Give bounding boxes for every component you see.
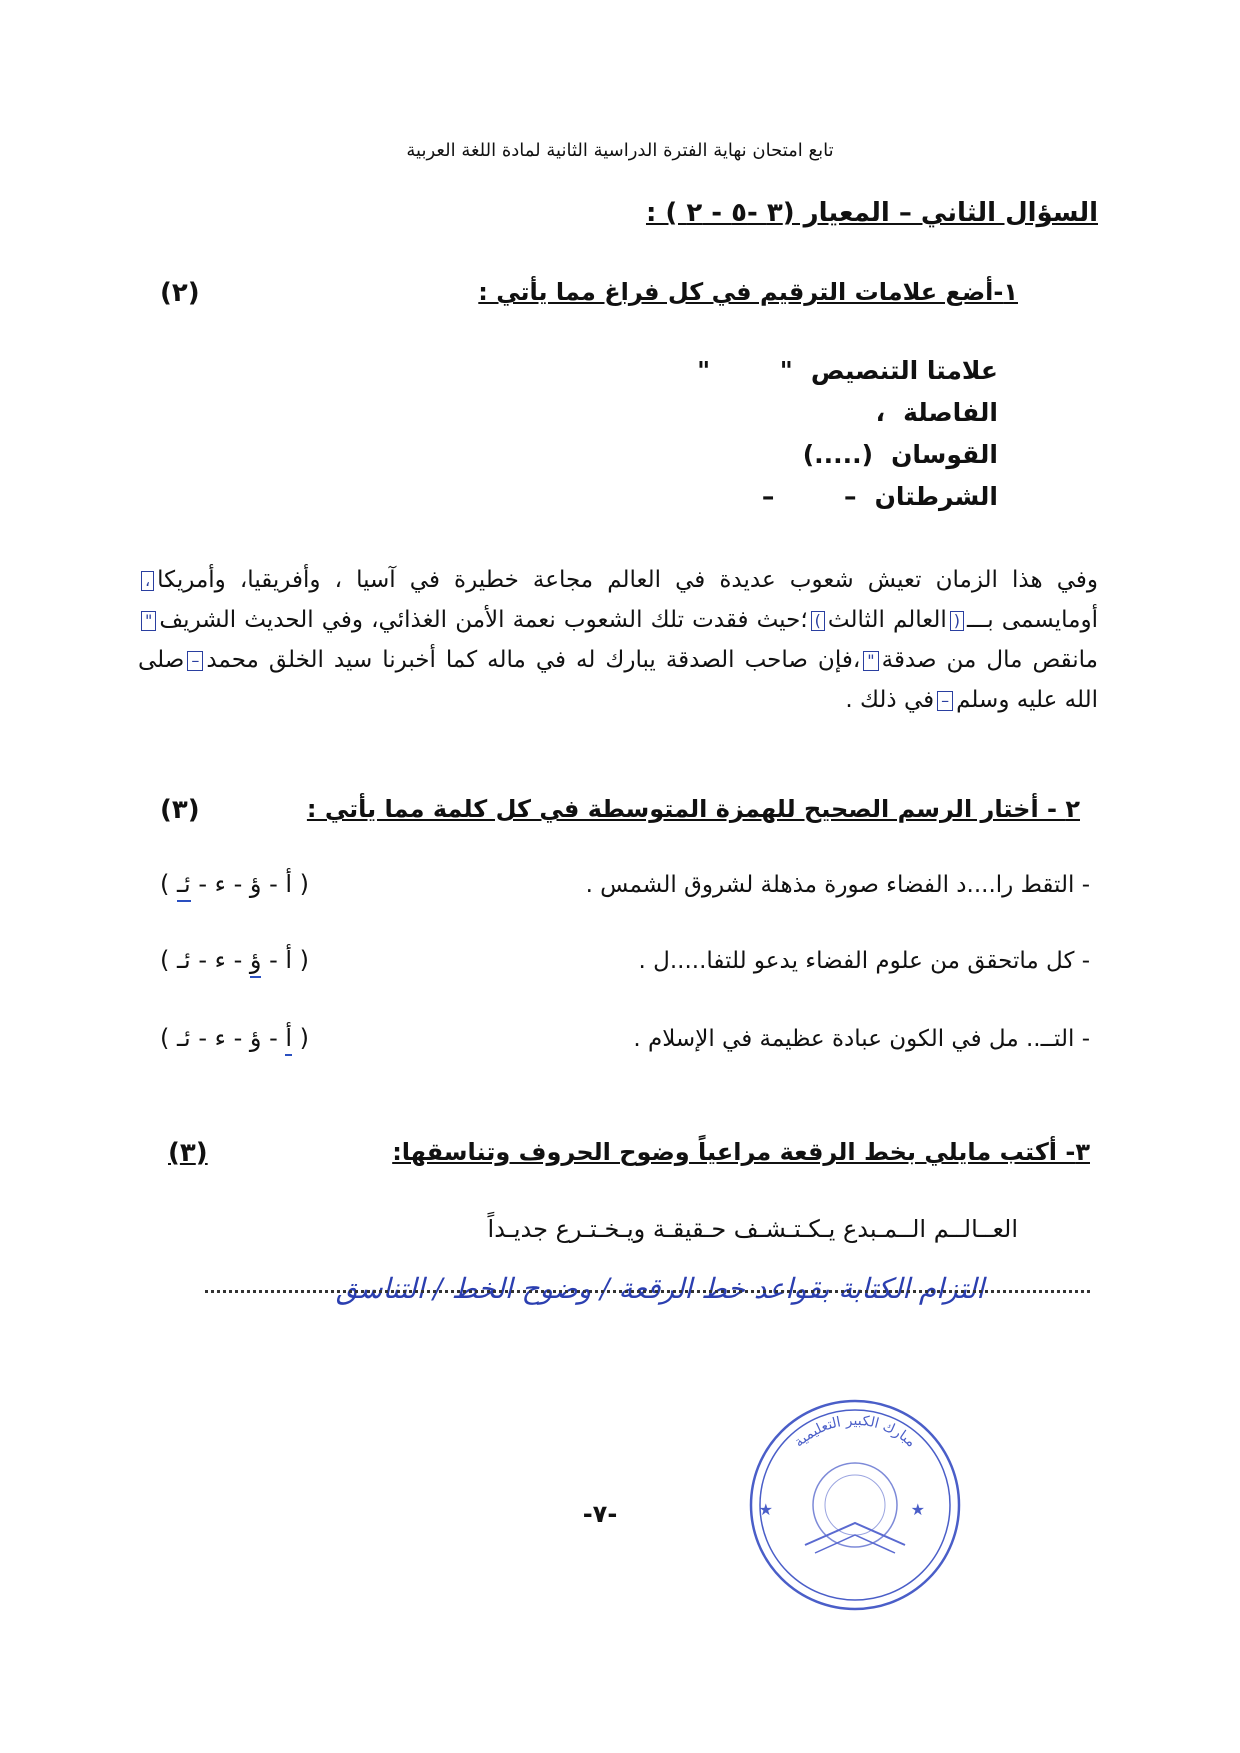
svg-text:★: ★ (910, 1500, 925, 1519)
part2-title: ٢ - أختار الرسم الصحيح للهمزة المتوسطة في كل كلمة مما يأتي : (306, 795, 1080, 823)
answer-box: ) (811, 611, 825, 631)
school-stamp (745, 1395, 965, 1615)
part1-mark: (٢) (160, 278, 200, 308)
marks-list-item: علامتا التنصيص" " (697, 356, 998, 385)
hamza-item-sentence: - التقط را....د الفضاء صورة مذهلة لشروق الشمس . (585, 872, 1090, 898)
marks-list-item: القوسان(.....) (802, 440, 998, 469)
handwritten-grading-note: التزام الكتابة بقواعد خط الرقعة / وضوح الخط / التناسق (335, 1272, 985, 1305)
punctuation-marks-list (697, 350, 998, 518)
punctuation-passage: وفي هذا الزمان تعيش شعوب عديدة في العالم مجاعة خطيرة في آسيا ، وأفريقيا، وأمريكا،أومايسمى بـــ(العالم الثالث)؛حيث فقدت تلك الشعوب نعمة الأمن الغذائي، وفي الحديث الشريف"مانقص مال من صدقة"،فإن صاحب الصدقة يبارك له في ماله كما أخبرنا سيد الخلق محمد–صلى الله عليه وسلم–في ذلك . (138, 567, 1098, 713)
model-sentence: العــالــم الــمـبدع يـكـتـشـف حـقيقـة ويـخـتـرع جديـداً (487, 1215, 1018, 1243)
answer-box: " (141, 611, 156, 631)
answer-box: – (187, 651, 203, 671)
marks-list-item: الشرطتان– – (761, 482, 998, 511)
hamza-choices: ( أ - ؤ - ء - ئـ ) (160, 1024, 309, 1052)
hamza-choices: ( أ - ؤ - ء - ئـ ) (160, 946, 309, 974)
writing-line (205, 1290, 1090, 1293)
part3-mark: (٣) (168, 1138, 208, 1168)
answer-box: " (863, 651, 878, 671)
part1-title: ١-أضع علامات الترقيم في كل فراغ مما يأتي : (478, 278, 1018, 306)
hamza-item-sentence: - التــ.. مل في الكون عبادة عظيمة في الإسلام . (633, 1026, 1090, 1052)
svg-text:★: ★ (758, 1500, 773, 1519)
hamza-choices: ( أ - ؤ - ء - ئـ ) (160, 870, 309, 898)
answer-box: ( (950, 611, 964, 631)
stamp-text: مبارك الكبير التعليمية (791, 1412, 919, 1451)
answer-box: – (937, 691, 953, 711)
part3-title: ٣- أكتب مايلي بخط الرقعة مراعياً وضوح الحروف وتناسقها: (392, 1138, 1090, 1166)
page-number: -٧- (582, 1500, 618, 1528)
page-header: تابع امتحان نهاية الفترة الدراسية الثانية لمادة اللغة العربية (406, 140, 834, 161)
answer-box: ، (141, 571, 154, 591)
question-title: السؤال الثاني – المعيار (٣ -٥ - ٢ ) : (645, 198, 1098, 228)
part2-mark: (٣) (160, 795, 200, 825)
marks-list-item: الفاصلة، (875, 398, 998, 427)
hamza-item-sentence: - كل ماتحقق من علوم الفضاء يدعو للتفا.....ل . (638, 948, 1090, 974)
